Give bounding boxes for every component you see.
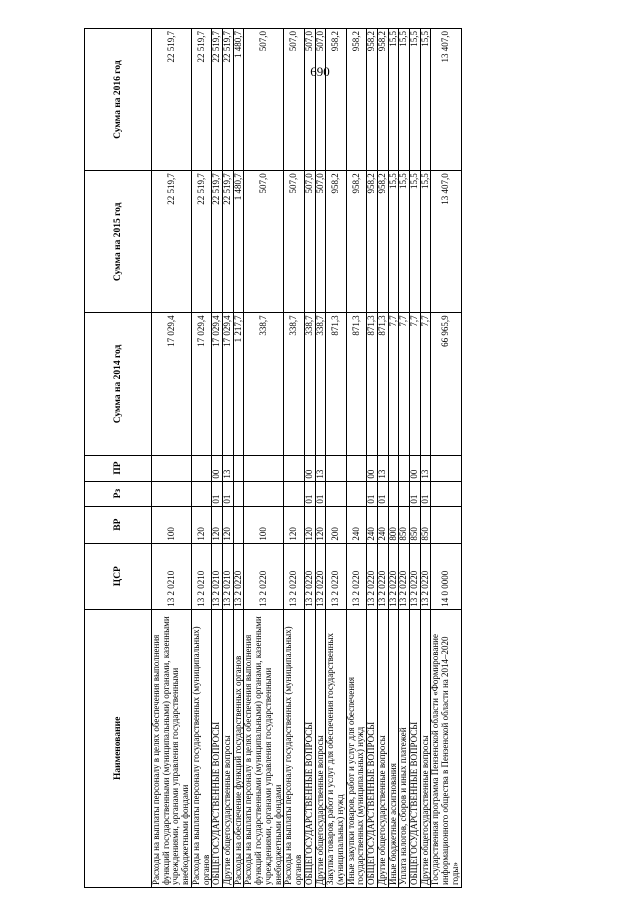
- cell-sum-2014: 7,7: [409, 313, 420, 455]
- cell-csr: 13 2 0220: [284, 543, 304, 609]
- cell-sum-2014: 7,7: [420, 313, 431, 455]
- cell-csr: 13 2 0220: [326, 543, 346, 609]
- cell-rz: 01: [367, 481, 378, 506]
- cell-rz: 01: [420, 481, 431, 506]
- header-sum-2014: Сумма на 2014 год: [85, 313, 152, 455]
- cell-sum-2015: 958,2: [367, 171, 378, 313]
- cell-pr: 00: [409, 455, 420, 481]
- table-row: [212, 29, 223, 888]
- cell-sum-2015: 958,2: [377, 171, 388, 313]
- cell-name: Расходы на обеспечение функций государственных органов: [233, 609, 244, 887]
- page-number: 690: [310, 64, 330, 79]
- cell-pr: [431, 455, 461, 481]
- cell-sum-2014: 17 029,4: [223, 313, 234, 455]
- cell-sum-2014: 871,3: [326, 313, 346, 455]
- cell-rz: [233, 481, 244, 506]
- cell-vr: 200: [326, 506, 346, 543]
- cell-name: ОБЩЕГОСУДАРСТВЕННЫЕ ВОПРОСЫ: [304, 609, 315, 887]
- cell-csr: 13 2 0220: [304, 543, 315, 609]
- cell-vr: 240: [377, 506, 388, 543]
- cell-vr: 850: [399, 506, 410, 543]
- cell-sum-2016: 958,2: [367, 29, 378, 171]
- cell-sum-2014: 338,7: [284, 313, 304, 455]
- cell-vr: 120: [315, 506, 326, 543]
- table-row: [420, 29, 431, 888]
- table-row: [284, 29, 304, 888]
- cell-csr: 13 2 0220: [233, 543, 244, 609]
- cell-sum-2014: 871,3: [377, 313, 388, 455]
- cell-sum-2014: 17 029,4: [191, 313, 211, 455]
- cell-pr: [233, 455, 244, 481]
- cell-rz: [431, 481, 461, 506]
- cell-csr: 13 2 0220: [367, 543, 378, 609]
- cell-sum-2016: 507,0: [244, 29, 284, 171]
- cell-pr: 00: [367, 455, 378, 481]
- cell-sum-2016: 22 519,7: [152, 29, 192, 171]
- cell-sum-2016: 15,5: [420, 29, 431, 171]
- cell-rz: 01: [304, 481, 315, 506]
- rotated-table-container: [84, 28, 462, 888]
- table-row: [244, 29, 284, 888]
- cell-rz: [284, 481, 304, 506]
- cell-vr: [431, 506, 461, 543]
- cell-name: Другие общегосударственные вопросы: [223, 609, 234, 887]
- cell-sum-2015: 507,0: [244, 171, 284, 313]
- cell-csr: 13 2 0220: [377, 543, 388, 609]
- cell-sum-2014: 871,3: [346, 313, 366, 455]
- cell-sum-2016: 507,0: [304, 29, 315, 171]
- header-sum-2016: Сумма на 2016 год: [85, 29, 152, 171]
- table-row: [399, 29, 410, 888]
- cell-pr: 13: [223, 455, 234, 481]
- cell-sum-2015: 15,5: [399, 171, 410, 313]
- cell-sum-2014: 17 029,4: [212, 313, 223, 455]
- cell-pr: [244, 455, 284, 481]
- header-rz: Рз: [85, 481, 152, 506]
- cell-sum-2016: 507,0: [284, 29, 304, 171]
- cell-vr: 240: [367, 506, 378, 543]
- cell-name: Государственная программа Пензенской области «Формирование информационного общества в Пензенской области на 2014–2020 годы»: [431, 609, 461, 887]
- cell-sum-2015: 15,5: [409, 171, 420, 313]
- cell-sum-2016: 1 480,7: [233, 29, 244, 171]
- cell-name: ОБЩЕГОСУДАРСТВЕННЫЕ ВОПРОСЫ: [409, 609, 420, 887]
- cell-sum-2014: 338,7: [304, 313, 315, 455]
- cell-pr: [284, 455, 304, 481]
- cell-sum-2014: 338,7: [315, 313, 326, 455]
- header-name: Наименование: [85, 609, 152, 887]
- cell-sum-2014: 66 965,9: [431, 313, 461, 455]
- cell-sum-2016: 13 407,0: [431, 29, 461, 171]
- cell-name: Уплата налогов, сборов и иных платежей: [399, 609, 410, 887]
- cell-sum-2016: 958,2: [377, 29, 388, 171]
- cell-rz: [399, 481, 410, 506]
- cell-sum-2016: 15,5: [399, 29, 410, 171]
- cell-sum-2015: 22 519,7: [191, 171, 211, 313]
- cell-sum-2014: 338,7: [244, 313, 284, 455]
- table-row: [191, 29, 211, 888]
- cell-sum-2015: 22 519,7: [212, 171, 223, 313]
- header-csr: ЦСР: [85, 543, 152, 609]
- cell-sum-2014: 871,3: [367, 313, 378, 455]
- cell-vr: 100: [152, 506, 192, 543]
- header-sum-2015: Сумма на 2015 год: [85, 171, 152, 313]
- cell-pr: 13: [315, 455, 326, 481]
- cell-pr: [346, 455, 366, 481]
- cell-vr: 850: [409, 506, 420, 543]
- cell-sum-2016: 15,5: [409, 29, 420, 171]
- cell-sum-2016: 22 519,7: [223, 29, 234, 171]
- cell-sum-2015: 22 519,7: [223, 171, 234, 313]
- cell-rz: [388, 481, 399, 506]
- cell-rz: 01: [212, 481, 223, 506]
- table-row: [346, 29, 366, 888]
- cell-vr: 120: [191, 506, 211, 543]
- cell-vr: 100: [244, 506, 284, 543]
- cell-sum-2015: 13 407,0: [431, 171, 461, 313]
- cell-sum-2015: 958,2: [326, 171, 346, 313]
- cell-sum-2015: 507,0: [284, 171, 304, 313]
- cell-rz: 01: [409, 481, 420, 506]
- cell-name: Расходы на выплаты персоналу государственных (муниципальных) органов: [191, 609, 211, 887]
- cell-sum-2016: 15,5: [388, 29, 399, 171]
- cell-sum-2016: 22 519,7: [191, 29, 211, 171]
- cell-vr: 120: [212, 506, 223, 543]
- cell-name: Расходы на выплаты персоналу в целях обеспечения выполнения функций государственными (муниципальными) органами, казенными учреждениями, органами управления государственными внебюджетными фондами: [152, 609, 192, 887]
- cell-csr: 13 2 0220: [388, 543, 399, 609]
- cell-csr: 13 2 0220: [244, 543, 284, 609]
- cell-rz: [152, 481, 192, 506]
- table-row: [326, 29, 346, 888]
- cell-csr: 13 2 0220: [420, 543, 431, 609]
- cell-csr: 13 2 0210: [212, 543, 223, 609]
- cell-rz: [346, 481, 366, 506]
- cell-sum-2014: 17 029,4: [152, 313, 192, 455]
- cell-name: Расходы на выплаты персоналу государственных (муниципальных) органов: [284, 609, 304, 887]
- cell-vr: 240: [346, 506, 366, 543]
- cell-pr: [399, 455, 410, 481]
- cell-pr: [191, 455, 211, 481]
- cell-csr: 14 0 0000: [431, 543, 461, 609]
- table-row: [233, 29, 244, 888]
- cell-name: Закупка товаров, работ и услуг для обеспечения государственных (муниципальных) нужд: [326, 609, 346, 887]
- cell-name: Другие общегосударственные вопросы: [315, 609, 326, 887]
- cell-csr: 13 2 0220: [399, 543, 410, 609]
- cell-vr: 120: [284, 506, 304, 543]
- cell-name: ОБЩЕГОСУДАРСТВЕННЫЕ ВОПРОСЫ: [212, 609, 223, 887]
- table-row: [223, 29, 234, 888]
- cell-sum-2016: 22 519,7: [212, 29, 223, 171]
- cell-rz: [191, 481, 211, 506]
- table-row: [152, 29, 192, 888]
- cell-sum-2015: 507,0: [315, 171, 326, 313]
- cell-sum-2014: 1 217,7: [233, 313, 244, 455]
- cell-pr: 00: [304, 455, 315, 481]
- cell-rz: 01: [315, 481, 326, 506]
- cell-pr: 13: [420, 455, 431, 481]
- cell-vr: 120: [223, 506, 234, 543]
- cell-rz: [326, 481, 346, 506]
- cell-sum-2015: 1 480,7: [233, 171, 244, 313]
- table-row: [409, 29, 420, 888]
- cell-vr: 850: [420, 506, 431, 543]
- cell-sum-2016: 958,2: [346, 29, 366, 171]
- table-row: [431, 29, 461, 888]
- cell-csr: 13 2 0220: [315, 543, 326, 609]
- cell-name: Иные бюджетные ассигнования: [388, 609, 399, 887]
- cell-name: Другие общегосударственные вопросы: [420, 609, 431, 887]
- cell-csr: 13 2 0220: [409, 543, 420, 609]
- cell-sum-2015: 507,0: [304, 171, 315, 313]
- table-row: [304, 29, 315, 888]
- cell-name: Расходы на выплаты персоналу в целях обеспечения выполнения функций государственными (муниципальными) органами, казенными учреждениями, органами управления государственными внебюджетными фондами: [244, 609, 284, 887]
- cell-csr: 13 2 0210: [223, 543, 234, 609]
- cell-csr: 13 2 0220: [346, 543, 366, 609]
- cell-rz: 01: [377, 481, 388, 506]
- cell-vr: 800: [388, 506, 399, 543]
- cell-sum-2014: 7,7: [399, 313, 410, 455]
- table-row: [377, 29, 388, 888]
- cell-rz: [244, 481, 284, 506]
- cell-pr: 13: [377, 455, 388, 481]
- header-pr: ПР: [85, 455, 152, 481]
- cell-name: Другие общегосударственные вопросы: [377, 609, 388, 887]
- table-row: [315, 29, 326, 888]
- cell-pr: [326, 455, 346, 481]
- cell-csr: 13 2 0210: [152, 543, 192, 609]
- cell-sum-2015: 958,2: [346, 171, 366, 313]
- table-row: [367, 29, 378, 888]
- cell-sum-2016: 507,0: [315, 29, 326, 171]
- cell-pr: 00: [212, 455, 223, 481]
- cell-csr: 13 2 0210: [191, 543, 211, 609]
- budget-table: [84, 28, 462, 888]
- cell-name: ОБЩЕГОСУДАРСТВЕННЫЕ ВОПРОСЫ: [367, 609, 378, 887]
- cell-sum-2015: 15,5: [420, 171, 431, 313]
- cell-sum-2016: 958,2: [326, 29, 346, 171]
- table-body: [152, 29, 462, 888]
- header-vr: ВР: [85, 506, 152, 543]
- cell-rz: 01: [223, 481, 234, 506]
- table-header: [85, 29, 152, 888]
- cell-name: Иные закупки товаров, работ и услуг для обеспечения государственных (муниципальных) нужд: [346, 609, 366, 887]
- cell-sum-2015: 22 519,7: [152, 171, 192, 313]
- cell-vr: 120: [304, 506, 315, 543]
- table-row: [388, 29, 399, 888]
- cell-sum-2015: 15,5: [388, 171, 399, 313]
- cell-pr: [388, 455, 399, 481]
- cell-pr: [152, 455, 192, 481]
- cell-sum-2014: 7,7: [388, 313, 399, 455]
- cell-vr: [233, 506, 244, 543]
